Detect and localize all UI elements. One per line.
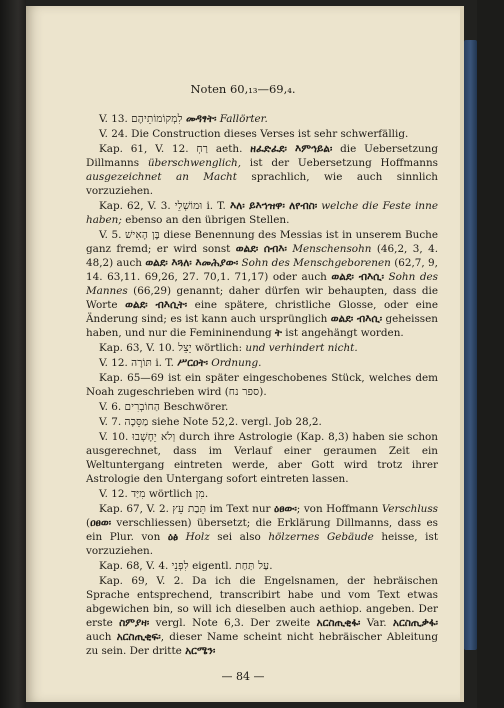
- text-run: heisse, ist vorzuziehen.: [86, 531, 439, 557]
- ethiopic-term: ወልደ፡ ብእሲ፡: [330, 313, 383, 325]
- hebrew-term: לִפְנֵי: [171, 560, 189, 572]
- text-run: (66,29) genannt; daher dürfen wir behaupten, dass die Worte: [86, 285, 438, 311]
- note-paragraph: [86, 356, 438, 370]
- text-run: i. T.: [202, 200, 230, 212]
- text-run: V. 5.: [99, 229, 125, 241]
- text-run: die Uebersetzung Dillmanns: [86, 143, 438, 169]
- ethiopic-term: ዐፀወ፡: [90, 517, 112, 529]
- running-header: Noten 60,₁₃—69,₄.: [190, 82, 296, 96]
- hebrew-term: רַחְ: [196, 143, 209, 155]
- note-paragraph: [86, 371, 438, 399]
- text-run: Kap. 61, V. 12.: [99, 143, 197, 155]
- text-run: (: [86, 517, 91, 529]
- text-run: durch ihre Astrologie (Kap. 8,3) haben sie schon ausgerechnet, dass im Verlauf einer geraumen Zeit ein Weltuntergang eintreten werde, aber Gott wird trotz ihrer Astrologie den Untergang sofort eintreten lassen.: [86, 431, 438, 485]
- text-run: Kap. 62, V. 3.: [99, 200, 175, 212]
- hebrew-term: בֶּן הָאִישׁ: [125, 229, 160, 241]
- text-run: wörtlich:: [191, 342, 246, 354]
- text-run: ).: [259, 386, 267, 398]
- ethiopic-term: መዳፃት፡: [186, 113, 217, 125]
- ethiopic-term: ት: [274, 327, 282, 339]
- note-paragraph: [86, 400, 438, 414]
- text-run: ist angehängt worden.: [281, 327, 404, 339]
- note-paragraph: [86, 228, 438, 340]
- italic-text: und verhindert nicht.: [245, 342, 358, 354]
- book-spine: [464, 40, 477, 650]
- ethiopic-term: አርሜን፡: [185, 645, 216, 657]
- note-paragraph: [86, 112, 438, 126]
- book-binding: [0, 0, 26, 708]
- text-run: [178, 531, 186, 543]
- hebrew-term: וּמוֹשְׁלֵי: [174, 200, 203, 212]
- hebrew-term: וְלֹא יֵחָשְׁבוּ: [132, 431, 176, 443]
- ethiopic-term: ዘፈድፈደ፡ እምኅይል፡: [250, 143, 333, 155]
- hebrew-term: מִן: [195, 488, 205, 500]
- italic-text: ausgezeichnet an Macht: [86, 171, 237, 183]
- text-run: aeth.: [208, 143, 251, 155]
- text-run: verschliessen) übersetzt; die Erklärung Dillmanns, dass es ein Plur. von: [86, 517, 438, 543]
- note-paragraph: [86, 430, 438, 486]
- italic-text: Ordnung.: [211, 357, 262, 369]
- text-run: siehe Note 52,2. vergl. Job 28,2.: [148, 416, 322, 428]
- text-run: V. 6.: [99, 401, 125, 413]
- ethiopic-term: አርስጢቂፍ፡: [116, 631, 161, 643]
- italic-text: überschwenglich,: [147, 157, 241, 169]
- text-run: .: [204, 488, 209, 500]
- text-run: V. 12.: [99, 488, 132, 500]
- text-run: Var.: [360, 617, 393, 629]
- book-page: [26, 6, 460, 702]
- text-run: Kap. 68, V. 4.: [99, 560, 172, 572]
- hebrew-term: מִיַּד: [131, 488, 146, 500]
- note-paragraph: [86, 199, 438, 227]
- note-paragraph: [86, 415, 438, 429]
- text-run: Kap. 63, V. 10.: [99, 342, 179, 354]
- hebrew-term: יֵצֵל: [178, 342, 192, 354]
- ethiopic-term: ወልደ፡ ብእሲት፡: [125, 299, 188, 311]
- text-run: sei also: [209, 531, 269, 543]
- hebrew-term: לִמְקוֹמוֹתֵיהֶם: [131, 113, 183, 125]
- italic-text: welche die Feste inne haben;: [86, 200, 438, 226]
- ethiopic-term: ወልደ፡ ሰብእ፡: [235, 243, 287, 255]
- page-number: — 84 —: [221, 670, 265, 683]
- text-run: (62,7, 9, 14. 63,11. 69,26, 27. 70,1. 71,17) oder auch: [86, 257, 438, 283]
- text-run: V. 12.: [99, 357, 132, 369]
- italic-text: hölzernes Gebäude: [268, 531, 374, 543]
- ethiopic-term: አርስጢቂፋ፡: [316, 617, 361, 629]
- hebrew-term: מַסֵּכָה: [124, 416, 149, 428]
- text-run: V. 7.: [99, 416, 125, 428]
- text-run: (46,2, 3, 4. 48,2) auch: [86, 243, 439, 269]
- ethiopic-term: ስምያዛ፡: [119, 617, 150, 629]
- ethiopic-term: ወልደ፡ ብእሲ፡: [331, 271, 384, 283]
- text-run: ebenso an den übrigen Stellen.: [121, 214, 290, 226]
- ethiopic-term: ሥርዐት፡: [177, 357, 208, 369]
- italic-text: Sohn des Mannes: [86, 271, 438, 297]
- hebrew-term: ספר נח: [228, 386, 260, 398]
- text-run: ; von Hoffmann: [296, 503, 382, 515]
- text-run: Beschwörer.: [160, 401, 229, 413]
- page-body: [86, 112, 438, 658]
- hebrew-term: תּוֹרָה: [131, 357, 153, 369]
- text-run: sprachlich, wie auch sinnlich vorzuziehen.: [86, 171, 438, 197]
- hebrew-term: הַחוֹבְרִים: [124, 401, 161, 413]
- ethiopic-term: አርስጢቃፋ፡: [392, 617, 438, 629]
- note-paragraph: [86, 142, 438, 198]
- text-run: , dieser Name scheint nicht hebräischer Ableitung zu sein. Der dritte: [86, 631, 439, 657]
- note-paragraph: [86, 127, 438, 141]
- ethiopic-term: እለ፡ ይእኀዝዋ፡ ለየብስ፡: [229, 200, 318, 212]
- text-run: Kap. 65—69 ist ein später eingeschobenes Stück, welches dem Noah zugeschrieben wird (: [86, 372, 438, 398]
- text-run: Kap. 67, V. 2.: [99, 503, 173, 515]
- text-run: eine spätere, christliche Glosse, oder eine Änderung sind; es ist kann auch ursprünglich: [86, 299, 438, 325]
- text-run: ist der Uebersetzung Hoffmanns: [241, 157, 438, 169]
- text-run: Kap. 69, V. 2. Da ich die Engelsnamen, der hebräischen Sprache entsprechend, transcribirt habe und vom Text etwas abgewichen bin, so will ich dieselben auch aethiop. angeben. Der erste: [86, 575, 438, 629]
- text-run: eigentl.: [188, 560, 236, 572]
- italic-text: Holz: [185, 531, 210, 543]
- text-run: .: [269, 560, 273, 572]
- text-run: V. 13.: [99, 113, 132, 125]
- ethiopic-term: ዕፅ: [167, 531, 178, 543]
- text-run: geheissen haben, und nur die Femininendung: [86, 313, 438, 339]
- text-run: V. 24. Die Construction dieses Verses ist sehr schwerfällig.: [99, 128, 409, 140]
- ethiopic-term: ዕፀው፡: [274, 503, 297, 515]
- background: [477, 0, 504, 708]
- note-paragraph: [86, 341, 438, 355]
- italic-text: Sohn des Menschgeborenen: [241, 257, 391, 269]
- hebrew-term: עַל תַּחַת: [235, 560, 270, 572]
- note-paragraph: [86, 574, 438, 658]
- text-run: diese Benennung des Messias ist in unserem Buche ganz fremd; er wird sonst: [86, 229, 439, 255]
- note-paragraph: [86, 487, 438, 501]
- italic-text: Menschensohn: [292, 243, 372, 255]
- note-paragraph: [86, 502, 438, 558]
- text-run: V. 10.: [99, 431, 133, 443]
- text-run: i. T.: [152, 357, 178, 369]
- text-run: im Text nur: [206, 503, 275, 515]
- text-run: wörtlich: [145, 488, 196, 500]
- note-paragraph: [86, 559, 438, 573]
- hebrew-term: תֵּבַת עֵץ: [172, 503, 207, 515]
- text-run: vergl. Note 6,3. Der zweite: [149, 617, 317, 629]
- italic-text: Fallörter.: [219, 113, 268, 125]
- italic-text: Verschluss: [381, 503, 439, 515]
- ethiopic-term: ወልደ፡ እጓለ፡ እመሕያው፡: [145, 257, 239, 269]
- text-run: auch: [86, 631, 117, 643]
